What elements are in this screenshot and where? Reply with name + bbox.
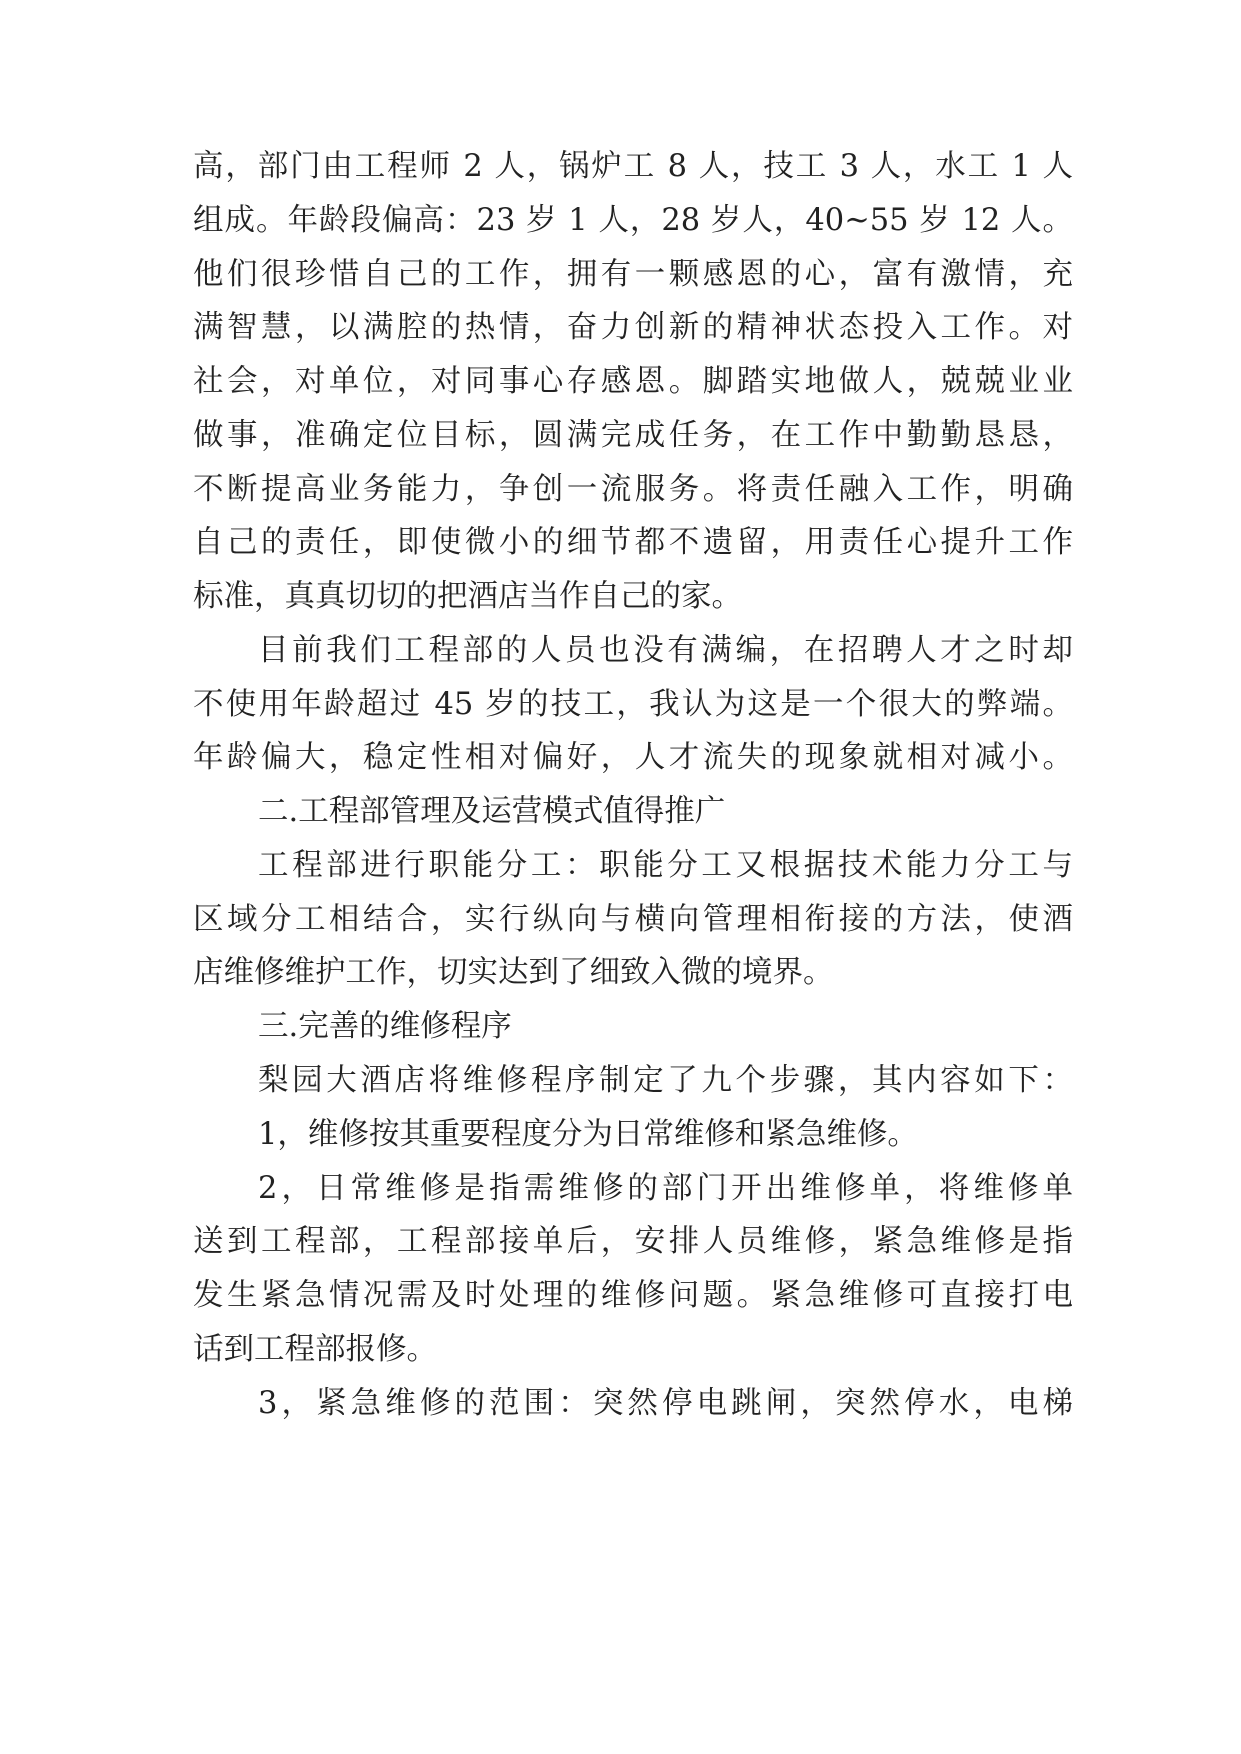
text-line: 2，日常维修是指需维修的部门开出维修单，将维修单 [258, 1171, 1073, 1206]
text-line: 区域分工相结合，实行纵向与横向管理相衔接的方法，使酒 [193, 902, 1073, 937]
text-line: 梨园大酒店将维修程序制定了九个步骤，其内容如下： [258, 1063, 1073, 1098]
text-line: 组成。年龄段偏高：23 岁 1 人，28 岁人，40~55 岁 12 人。 [193, 203, 1073, 238]
text-line: 高，部门由工程师 2 人，锅炉工 8 人，技工 3 人，水工 1 人 [193, 149, 1073, 184]
text-line: 年龄偏大，稳定性相对偏好，人才流失的现象就相对减小。 [193, 740, 1073, 775]
text-line: 不断提高业务能力，争创一流服务。将责任融入工作，明确 [193, 472, 1073, 507]
text-line: 满智慧，以满腔的热情，奋力创新的精神状态投入工作。对 [193, 310, 1073, 345]
text-line: 目前我们工程部的人员也没有满编，在招聘人才之时却 [258, 633, 1073, 668]
text-line: 做事，准确定位目标，圆满完成任务，在工作中勤勤恳恳， [193, 418, 1073, 453]
text-line: 话到工程部报修。 [193, 1332, 437, 1367]
text-line: 送到工程部，工程部接单后，安排人员维修，紧急维修是指 [193, 1224, 1073, 1259]
text-line: 不使用年龄超过 45 岁的技工，我认为这是一个很大的弊端。 [193, 687, 1073, 722]
section-heading: 二.工程部管理及运营模式值得推广 [258, 794, 726, 829]
text-line: 他们很珍惜自己的工作，拥有一颗感恩的心，富有激情，充 [193, 257, 1073, 292]
text-line: 3，紧急维修的范围：突然停电跳闸，突然停水，电梯 [258, 1386, 1073, 1421]
text-line: 店维修维护工作，切实达到了细致入微的境界。 [193, 955, 834, 990]
text-line: 自己的责任，即使微小的细节都不遗留，用责任心提升工作 [193, 525, 1073, 560]
text-line: 标准，真真切切的把酒店当作自己的家。 [193, 579, 742, 614]
text-line: 发生紧急情况需及时处理的维修问题。紧急维修可直接打电 [193, 1278, 1073, 1313]
text-line: 社会，对单位，对同事心存感恩。脚踏实地做人，兢兢业业 [193, 364, 1073, 399]
section-heading: 三.完善的维修程序 [258, 1009, 512, 1044]
text-line: 工程部进行职能分工：职能分工又根据技术能力分工与 [258, 848, 1073, 883]
text-line: 1，维修按其重要程度分为日常维修和紧急维修。 [258, 1117, 918, 1152]
